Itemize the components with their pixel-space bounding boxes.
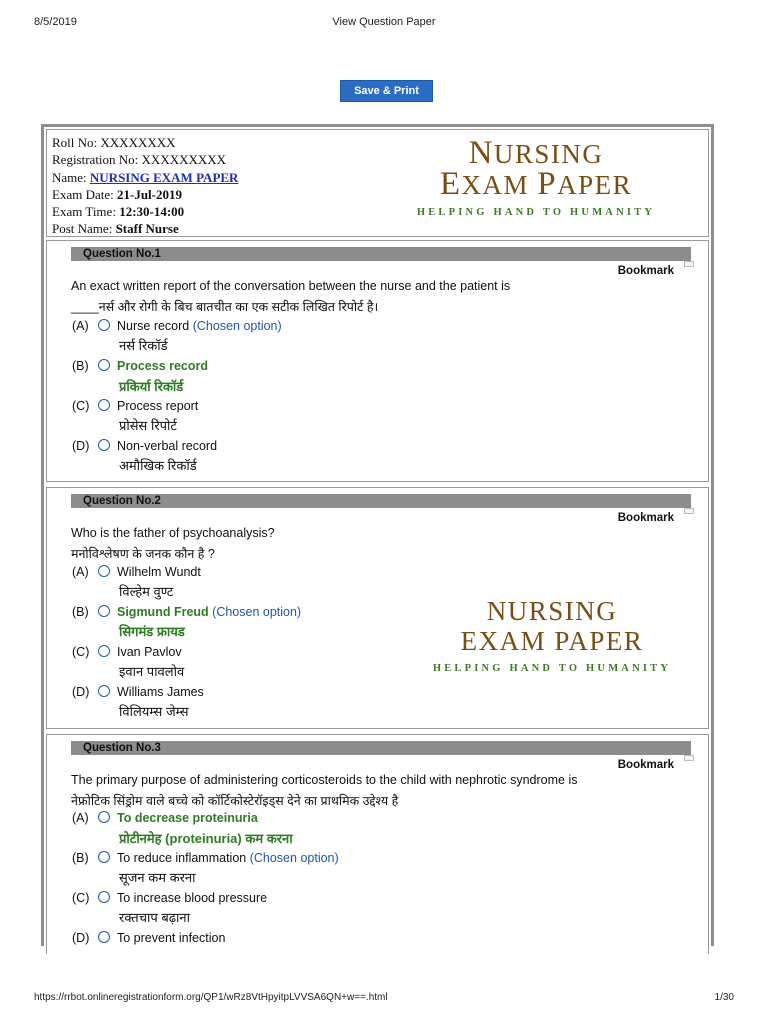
question-text-hi: मनोविश्लेषण के जनक कौन है ?	[71, 547, 215, 561]
option-b-hindi: सिगमंड फ्रायड	[119, 624, 185, 639]
question-text-en: An exact written report of the conversation between the nurse and the patient is	[71, 279, 511, 293]
radio-icon[interactable]	[98, 399, 110, 411]
option-c-hindi: इवान पावलोव	[119, 664, 185, 679]
radio-icon[interactable]	[98, 439, 110, 451]
option-d[interactable]: (D) To prevent infection	[72, 931, 226, 945]
option-a[interactable]: (A) Wilhelm Wundt	[72, 565, 201, 579]
radio-icon[interactable]	[98, 685, 110, 697]
save-print-button[interactable]: Save & Print	[340, 80, 433, 102]
radio-icon[interactable]	[98, 931, 110, 943]
question-header: Question No.3	[71, 741, 691, 755]
print-date: 8/5/2019	[34, 16, 77, 28]
roll-number-row: Roll No: XXXXXXXX	[52, 135, 176, 150]
logo-line-1: NURSING	[468, 135, 604, 171]
registration-row: Registration No: XXXXXXXXX	[52, 152, 227, 168]
option-a-hindi: नर्स रिकॉर्ड	[119, 338, 168, 353]
question-text-en: Who is the father of psychoanalysis?	[71, 526, 275, 540]
bookmark-checkbox[interactable]	[684, 261, 694, 267]
question-2-block	[46, 487, 709, 729]
question-paper-frame	[41, 124, 714, 946]
option-d-hindi: अमौखिक रिकॉर्ड	[119, 458, 197, 473]
print-footer	[34, 992, 734, 1006]
option-a[interactable]: (A) Nurse record (Chosen option)	[72, 319, 282, 333]
option-c[interactable]: (C) Ivan Pavlov	[72, 645, 182, 659]
chosen-option-tag: (Chosen option)	[249, 851, 339, 865]
option-c-hindi: प्रोसेस रिपोर्ट	[119, 418, 177, 433]
radio-icon[interactable]	[98, 605, 110, 617]
bookmark-checkbox[interactable]	[684, 755, 694, 761]
option-b[interactable]: (B) Sigmund Freud (Chosen option)	[72, 605, 302, 619]
bookmark-button[interactable]: Bookmark	[617, 759, 674, 771]
option-a[interactable]: (A) To decrease proteinuria	[72, 811, 258, 825]
page-number: 1/30	[714, 992, 734, 1003]
nursing-exam-logo	[405, 135, 667, 218]
bookmark-button[interactable]: Bookmark	[617, 265, 674, 277]
option-a-hindi: प्रोटीनमेह (proteinuria) कम करना	[119, 831, 293, 846]
bookmark-checkbox[interactable]	[684, 508, 694, 514]
option-d[interactable]: (D) Non-verbal record	[72, 439, 218, 453]
bookmark-button[interactable]: Bookmark	[617, 512, 674, 524]
option-b[interactable]: (B) Process record	[72, 359, 209, 373]
chosen-option-tag: (Chosen option)	[192, 319, 282, 333]
question-header: Question No.2	[71, 494, 691, 508]
radio-icon[interactable]	[98, 319, 110, 331]
option-b-hindi: सूजन कम करना	[119, 870, 196, 885]
radio-icon[interactable]	[98, 851, 110, 863]
name-row: Name: NURSING EXAM PAPER	[52, 169, 239, 185]
page-url: https://rrbot.onlineregistrationform.org/QP1/wRz8VtHpyitpLVVSA6QN+w==.html	[34, 992, 388, 1003]
candidate-details	[52, 134, 238, 238]
option-c[interactable]: (C) Process report	[72, 399, 199, 413]
chosen-option-tag: (Chosen option)	[212, 605, 302, 619]
radio-icon[interactable]	[98, 645, 110, 657]
exam-time-row: Exam Time: 12:30-14:00	[52, 204, 185, 220]
option-b[interactable]: (B) To reduce inflammation (Chosen option)	[72, 851, 339, 865]
watermark-logo: NURSING EXAM PAPER HELPING HAND TO HUMANITY	[432, 596, 672, 674]
roll-number-value: XXXXXXXX	[100, 135, 176, 150]
logo-line-2: EXAM PAPER	[439, 166, 633, 202]
option-c[interactable]: (C) To increase blood pressure	[72, 891, 268, 905]
question-1-block	[46, 240, 709, 482]
option-d-hindi: विलियम्स जेम्स	[119, 704, 189, 719]
exam-date-value: 21-Jul-2019	[116, 186, 182, 202]
logo-tagline: HELPING HAND TO HUMANITY	[416, 207, 656, 218]
radio-icon[interactable]	[98, 811, 110, 823]
post-name-value: Staff Nurse	[115, 221, 179, 237]
post-name-row: Post Name: Staff Nurse	[52, 221, 179, 237]
option-a-hindi: विल्हेम वुण्ट	[119, 584, 174, 599]
candidate-name-link[interactable]: NURSING EXAM PAPER	[89, 169, 239, 185]
option-c-hindi: रक्तचाप बढ़ाना	[119, 910, 191, 925]
question-text-hi: नेफ्रोटिक सिंड्रोम वाले बच्चे को कॉर्टिकोस्टेरॉइड्स देने का प्राथमिक उद्देश्य है	[71, 794, 399, 808]
option-d[interactable]: (D) Williams James	[72, 685, 204, 699]
registration-value: XXXXXXXXX	[141, 152, 227, 168]
correct-answer: Process record	[117, 359, 209, 373]
exam-time-value: 12:30-14:00	[119, 204, 185, 220]
option-b-hindi: प्रकिर्या रिकॉर्ड	[119, 379, 184, 394]
radio-icon[interactable]	[98, 359, 110, 371]
print-header	[34, 16, 734, 30]
question-3-block	[46, 734, 709, 954]
radio-icon[interactable]	[98, 891, 110, 903]
exam-date-row: Exam Date: 21-Jul-2019	[52, 186, 182, 202]
question-text-hi: ____नर्स और रोगी के बिच बातचीत का एक सटीक लिखित रिपोर्ट है।	[71, 300, 379, 314]
correct-answer: Sigmund Freud	[117, 605, 209, 619]
page-title: View Question Paper	[332, 16, 436, 28]
question-header: Question No.1	[71, 247, 691, 261]
question-text-en: The primary purpose of administering corticosteroids to the child with nephrotic syndrome is	[71, 773, 578, 787]
correct-answer: To decrease proteinuria	[117, 811, 258, 825]
radio-icon[interactable]	[98, 565, 110, 577]
candidate-info-panel	[46, 129, 709, 237]
